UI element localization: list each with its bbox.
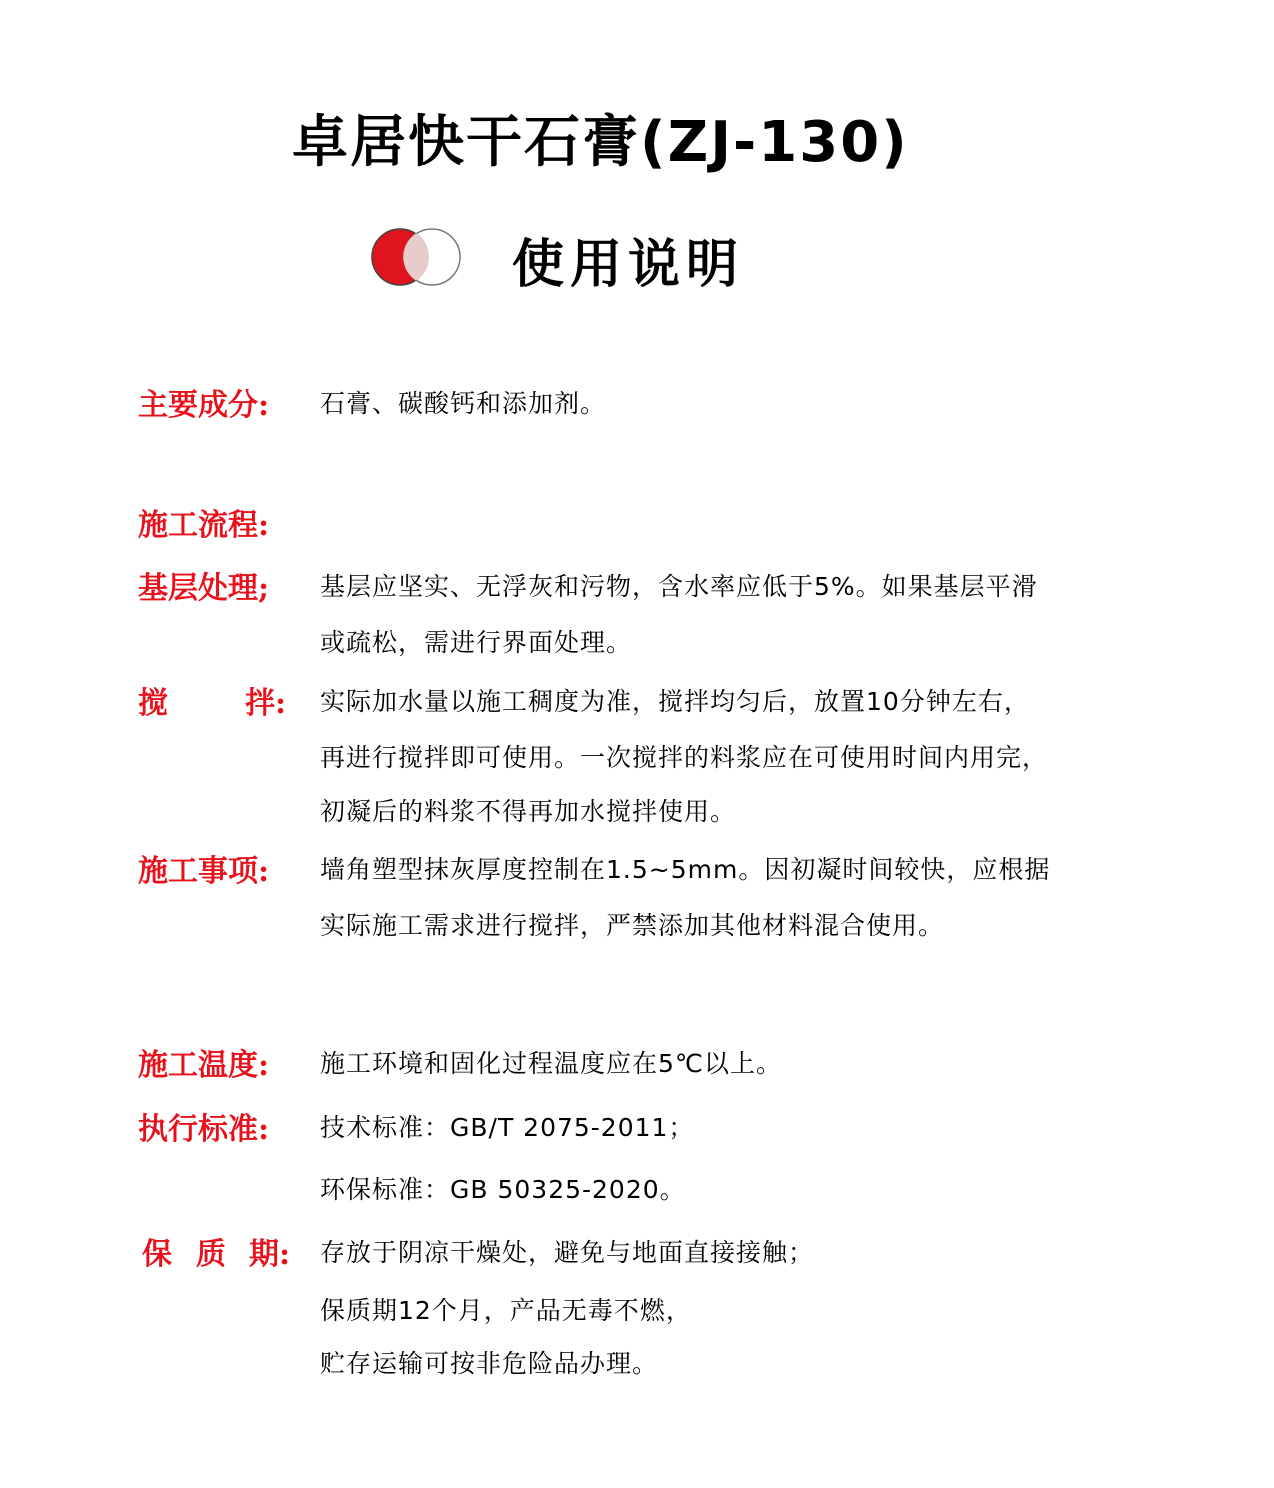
shelf-life-label-c: 期:	[249, 1237, 291, 1272]
shelf-life-text-line-3: 贮存运输可按非危险品办理。	[320, 1349, 659, 1378]
notes-label: 施工事项:	[138, 854, 270, 889]
ingredients-text: 石膏、碳酸钙和添加剂。	[320, 389, 607, 418]
shelf-life-text-line-2: 保质期12个月，产品无毒不燃，	[320, 1296, 692, 1325]
standards-text-line-1: 技术标准：GB/T 2075-2011；	[320, 1113, 695, 1142]
shelf-life-text-line-1: 存放于阴凉干燥处，避免与地面直接接触；	[320, 1238, 815, 1267]
mixing-label-a: 搅	[138, 686, 168, 721]
mixing-label-b: 拌:	[245, 686, 287, 721]
shelf-life-label-b: 质	[196, 1237, 226, 1272]
process-label: 施工流程:	[138, 508, 270, 543]
mixing-text-line-3: 初凝后的料浆不得再加水搅拌使用。	[320, 797, 737, 826]
temperature-text: 施工环境和固化过程温度应在5℃以上。	[320, 1049, 782, 1078]
mixing-text-line-1: 实际加水量以施工稠度为准，搅拌均匀后，放置10分钟左右，	[320, 687, 1030, 716]
base-label: 基层处理;	[138, 571, 270, 606]
ingredients-label: 主要成分:	[138, 388, 270, 423]
page-title: 卓居快干石膏(ZJ-130)	[292, 110, 909, 175]
notes-text-line-1: 墙角塑型抹灰厚度控制在1.5~5mm。因初凝时间较快，应根据	[320, 855, 1051, 884]
base-text-line-2: 或疏松，需进行界面处理。	[320, 628, 633, 657]
shelf-life-label-a: 保	[142, 1237, 172, 1272]
base-text-line-1: 基层应坚实、无浮灰和污物，含水率应低于5%。如果基层平滑	[320, 572, 1038, 601]
temperature-label: 施工温度:	[138, 1048, 270, 1083]
logo-circles-icon	[370, 227, 464, 287]
notes-text-line-2: 实际施工需求进行搅拌，严禁添加其他材料混合使用。	[320, 911, 945, 940]
page-subtitle: 使用说明	[512, 235, 745, 295]
mixing-text-line-2: 再进行搅拌即可使用。一次搅拌的料浆应在可使用时间内用完，	[320, 743, 1049, 772]
standards-text-line-2: 环保标准：GB 50325-2020。	[320, 1175, 686, 1204]
standards-label: 执行标准:	[138, 1112, 270, 1147]
